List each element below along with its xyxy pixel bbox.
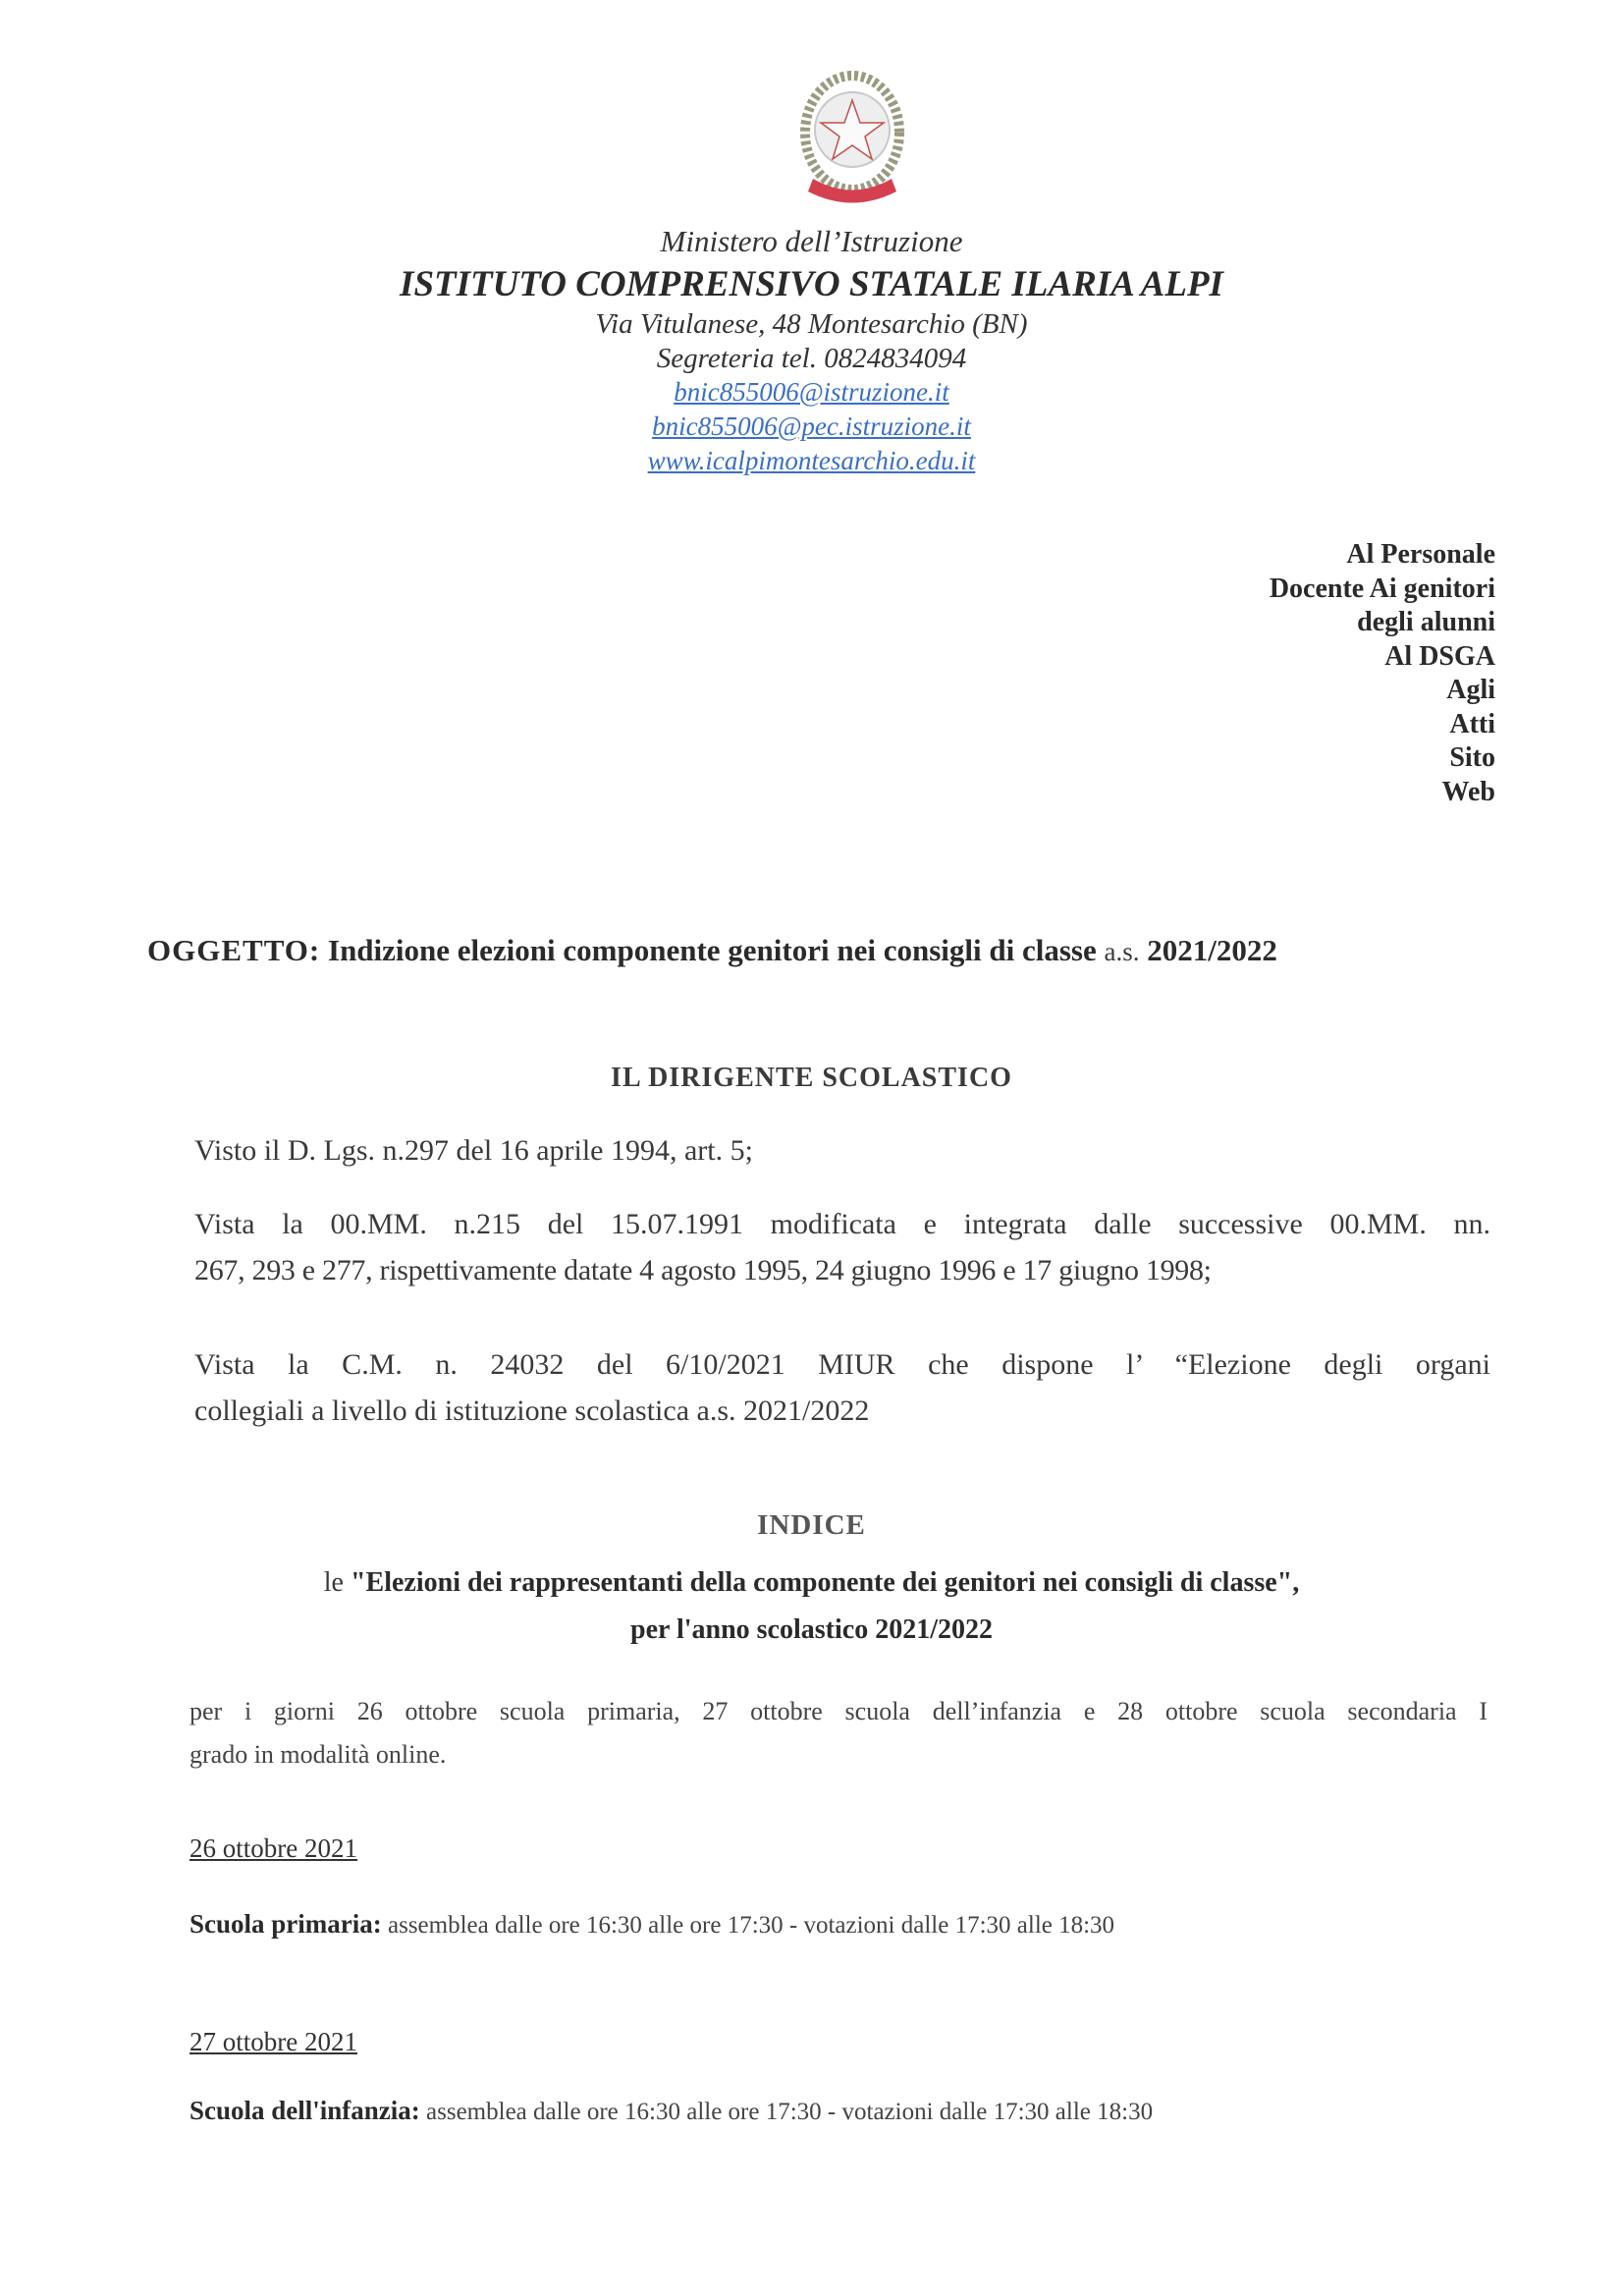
subject-line xyxy=(147,933,1277,968)
school-phone: Segreteria tel. 0824834094 xyxy=(656,343,967,374)
italian-republic-emblem xyxy=(779,69,926,216)
indice-le: le xyxy=(323,1567,344,1598)
schedule-entry xyxy=(189,2096,1153,2126)
recipient: Al Personale xyxy=(1346,539,1495,570)
schedule-school: Scuola dell'infanzia: xyxy=(189,2096,420,2125)
website-link[interactable]: www.icalpimontesarchio.edu.it xyxy=(647,446,976,475)
days-line-2: grado in modalità online. xyxy=(189,1740,447,1769)
pec-link[interactable]: bnic855006@pec.istruzione.it xyxy=(652,411,971,441)
recipient: Agli xyxy=(1446,675,1495,705)
premise-3-line-2: collegiali a livello di istituzione scolastica a.s. 2021/2022 xyxy=(194,1394,870,1427)
schedule-date: 27 ottobre 2021 xyxy=(189,2027,357,2056)
indice-heading: INDICE xyxy=(757,1509,866,1541)
days-line-1: per i giorni 26 ottobre scuola primaria, 27 ottobre scuola dell’infanzia e 28 ottobre scuola secondaria I xyxy=(189,1697,1488,1725)
recipient: Docente Ai genitori xyxy=(1269,573,1495,604)
recipient: Atti xyxy=(1449,708,1495,739)
indice-elections: "Elezioni dei rappresentanti della componente dei genitori nei consigli di classe", xyxy=(351,1567,1300,1598)
premise-3-line-1: Vista la C.M. n. 24032 del 6/10/2021 MIUR che dispone l’ “Elezione degli organi xyxy=(194,1348,1490,1381)
school-address: Via Vitulanese, 48 Montesarchio (BN) xyxy=(595,308,1028,340)
premise-2-line-2: 267, 293 e 277, rispettivamente datate 4 agosto 1995, 24 giugno 1996 e 17 giugno 1998; xyxy=(194,1254,1212,1286)
subject-text: Indizione elezioni componente genitori nei consigli di classe xyxy=(328,933,1097,967)
recipient: Web xyxy=(1441,776,1495,807)
school-name: ISTITUTO COMPRENSIVO STATALE ILARIA ALPI xyxy=(400,264,1223,304)
email-link[interactable]: bnic855006@istruzione.it xyxy=(674,377,949,407)
recipient: Sito xyxy=(1449,742,1495,773)
premise-2-line-1: Vista la 00.MM. n.215 del 15.07.1991 modificata e integrata dalle successive 00.MM. nn. xyxy=(194,1208,1490,1240)
schedule-entry xyxy=(189,1909,1114,1940)
subject-year: 2021/2022 xyxy=(1147,933,1277,967)
subject-as: a.s. xyxy=(1104,937,1140,966)
signer-title: IL DIRIGENTE SCOLASTICO xyxy=(611,1063,1012,1093)
recipients xyxy=(1270,538,1495,809)
schedule-details: assemblea dalle ore 16:30 alle ore 17:30 - votazioni dalle 17:30 alle 18:30 xyxy=(419,2099,1154,2125)
schedule-school: Scuola primaria: xyxy=(189,1909,382,1939)
premise-1: Visto il D. Lgs. n.297 del 16 aprile 1994, art. 5; xyxy=(194,1134,753,1167)
schedule-date: 26 ottobre 2021 xyxy=(189,1833,357,1863)
ministry-name: Ministero dell’Istruzione xyxy=(660,224,963,258)
indice-line-2: per l'anno scolastico 2021/2022 xyxy=(630,1614,993,1645)
recipient: Al DSGA xyxy=(1384,640,1495,672)
recipient: degli alunni xyxy=(1357,607,1495,637)
indice-line-1 xyxy=(0,1567,1623,1599)
schedule-details: assemblea dalle ore 16:30 alle ore 17:30 - votazioni dalle 17:30 alle 18:30 xyxy=(381,1912,1115,1939)
subject-label: OGGETTO: xyxy=(147,933,321,967)
